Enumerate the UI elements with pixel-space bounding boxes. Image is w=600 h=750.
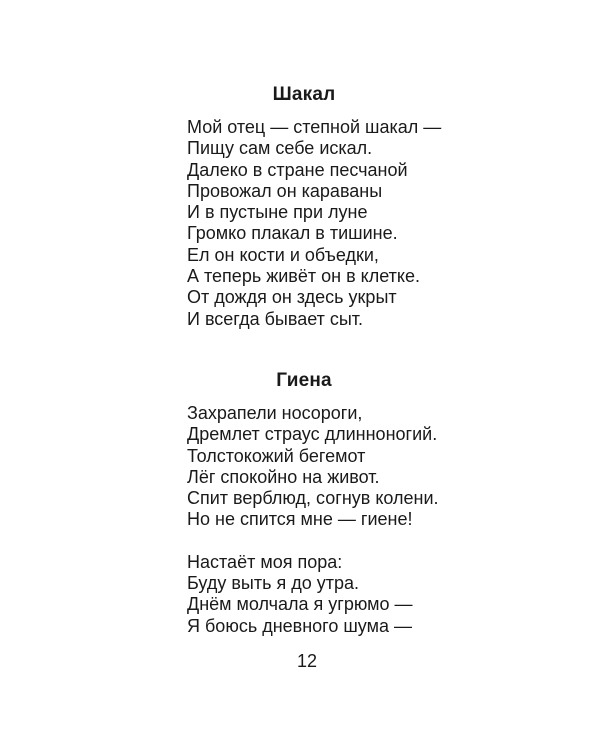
poem-line: Ел он кости и объедки, [187,244,379,265]
poem-line: Далеко в стране песчаной [187,159,408,180]
stanza [187,403,600,531]
poem-line: И в пустыне при луне [187,202,368,223]
poem-line: От дождя он здесь укрыт [187,287,397,308]
poem-line: Спит верблюд, согнув колени. [187,488,439,509]
poem-line: Толстокожий бегемот [187,445,366,466]
poem-line: Провожал он караваны [187,180,383,201]
poem-line: Но не спится мне — гиене! [187,509,413,530]
poem-line: Лёг спокойно на живот. [187,466,380,487]
poem-line: Захрапели носороги, [187,403,363,423]
stanza-gap [0,531,600,552]
poem-line: Мой отец — степной шакал — [187,117,442,137]
poem-line: Днём молчала я угрюмо — [187,594,413,615]
poem-line: Настаёт моя пора: [187,551,343,572]
stanza [187,552,600,637]
page-number: 12 [296,651,318,671]
poem-line: Я боюсь дневного шума — [187,615,412,636]
poem-title: Шакал [272,84,336,105]
poem-line: Дремлет страус длинноногий. [187,424,438,445]
poem-line: Буду выть я до утра. [187,573,359,594]
poem-title: Гиена [276,370,332,391]
poem-line: И всегда бывает сыт. [187,308,364,329]
poem-line: А теперь живёт он в клетке. [187,266,420,287]
stanza [187,117,600,330]
poem-line: Громко плакал в тишине. [187,223,398,244]
poem-jackal [0,84,600,330]
poem-hyena [0,370,600,637]
poem-line: Пищу сам себе искал. [187,138,373,159]
